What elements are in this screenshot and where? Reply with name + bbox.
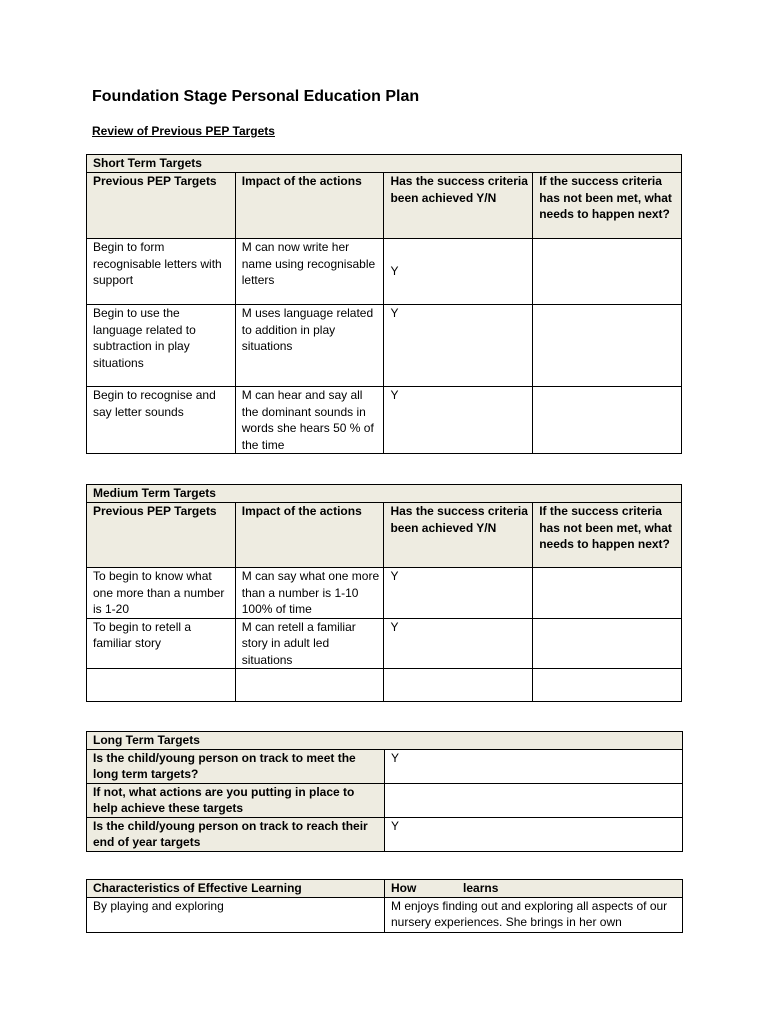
target-cell: To begin to know what one more than a number is 1-20	[87, 568, 236, 619]
question-cell: Is the child/young person on track to meet the long term targets?	[87, 749, 385, 783]
how-learns-heading: How learns	[385, 880, 683, 898]
short-term-heading: Short Term Targets	[87, 155, 682, 173]
characteristics-heading: Characteristics of Effective Learning	[87, 880, 385, 898]
target-cell: Begin to recognise and say letter sounds	[87, 387, 236, 454]
long-term-targets-table	[86, 731, 683, 852]
col-header-impact: Impact of the actions	[235, 173, 384, 239]
achieved-cell	[384, 239, 533, 305]
next-steps-cell	[533, 618, 682, 669]
achieved-cell: Y	[384, 568, 533, 619]
table-row	[87, 817, 683, 851]
answer-cell: Y	[385, 817, 683, 851]
table-row	[87, 305, 682, 387]
table-row	[87, 387, 682, 454]
target-cell: Begin to form recognisable letters with support	[87, 239, 236, 305]
target-cell: Begin to use the language related to subtraction in play situations	[87, 305, 236, 387]
medium-term-targets-table	[86, 484, 682, 702]
table-row	[87, 239, 682, 305]
characteristics-table	[86, 879, 683, 933]
col-header-previous-targets: Previous PEP Targets	[87, 173, 236, 239]
target-cell	[87, 669, 236, 702]
col-header-previous-targets: Previous PEP Targets	[87, 503, 236, 568]
next-steps-cell	[533, 305, 682, 387]
short-term-targets-table	[86, 154, 682, 454]
question-cell: If not, what actions are you putting in place to help achieve these targets	[87, 783, 385, 817]
achieved-cell: Y	[384, 387, 533, 454]
document-subtitle: Review of Previous PEP Targets	[92, 124, 275, 138]
impact-cell: M can retell a familiar story in adult led situations	[235, 618, 384, 669]
target-cell: To begin to retell a familiar story	[87, 618, 236, 669]
medium-term-heading: Medium Term Targets	[87, 485, 682, 503]
long-term-heading: Long Term Targets	[87, 732, 683, 750]
col-header-next-steps: If the success criteria has not been met, what needs to happen next?	[533, 173, 682, 239]
table-row	[87, 897, 683, 932]
col-header-next-steps: If the success criteria has not been met, what needs to happen next?	[533, 503, 682, 568]
impact-cell: M can say what one more than a number is 1-10 100% of time	[235, 568, 384, 619]
col-header-impact: Impact of the actions	[235, 503, 384, 568]
col-header-achieved: Has the success criteria been achieved Y/N	[384, 173, 533, 239]
characteristic-cell: By playing and exploring	[87, 897, 385, 932]
table-row	[87, 783, 683, 817]
impact-cell: M uses language related to addition in play situations	[235, 305, 384, 387]
document-title: Foundation Stage Personal Education Plan	[92, 88, 420, 105]
next-steps-cell	[533, 669, 682, 702]
answer-cell	[385, 783, 683, 817]
answer-cell: Y	[385, 749, 683, 783]
achieved-cell: Y	[384, 305, 533, 387]
impact-cell: M can now write her name using recognisable letters	[235, 239, 384, 305]
table-row	[87, 568, 682, 619]
next-steps-cell	[533, 387, 682, 454]
table-row	[87, 669, 682, 702]
how-learns-cell	[385, 897, 683, 932]
how-learns-text: M enjoys finding out and exploring all aspects of our nursery experiences. She brings in her own	[391, 898, 668, 929]
table-row	[87, 618, 682, 669]
impact-cell: M can hear and say all the dominant sounds in words she hears 50 % of the time	[235, 387, 384, 454]
achieved-cell: Y	[384, 618, 533, 669]
achieved-cell	[384, 669, 533, 702]
achieved-value: Y	[390, 264, 399, 279]
next-steps-cell	[533, 239, 682, 305]
next-steps-cell	[533, 568, 682, 619]
table-row	[87, 749, 683, 783]
impact-cell	[235, 669, 384, 702]
question-cell: Is the child/young person on track to reach their end of year targets	[87, 817, 385, 851]
col-header-achieved: Has the success criteria been achieved Y/N	[384, 503, 533, 568]
